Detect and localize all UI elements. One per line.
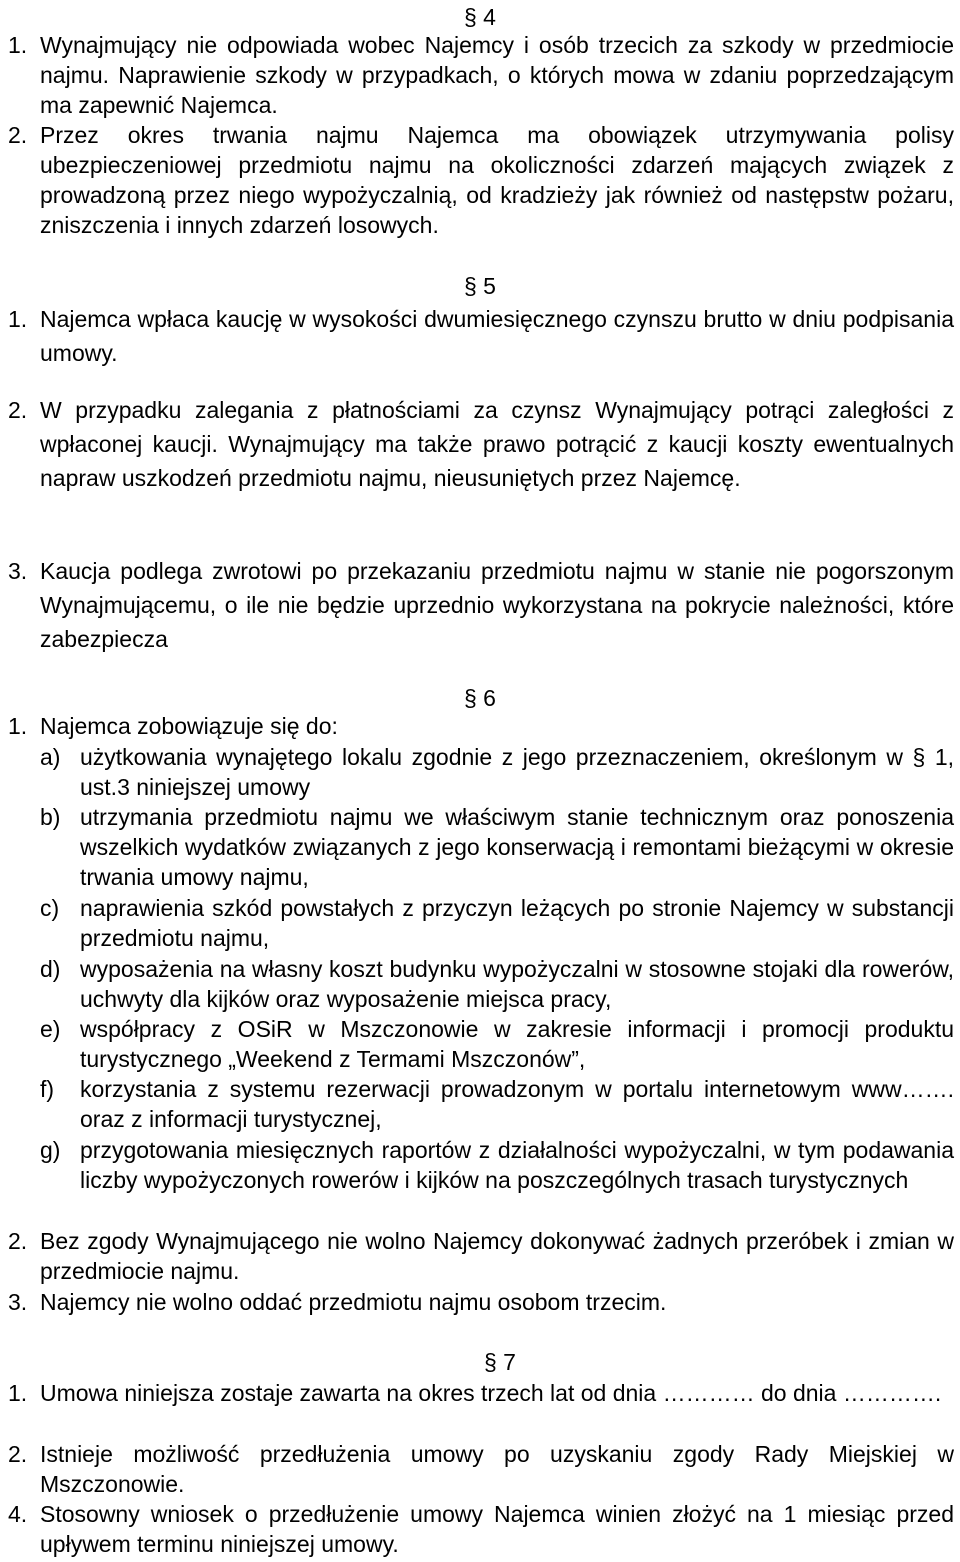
sub-item-a [40, 742, 954, 802]
section-heading-4: § 4 [464, 4, 496, 30]
sub-item-c [40, 893, 954, 953]
sub-text: korzystania z systemu rezerwacji prowadzonym w portalu internetowym www……. oraz z informacji turystycznej, [80, 1076, 954, 1132]
sub-text: użytkowania wynajętego lokalu zgodnie z jego przeznaczeniem, określonym w § 1, ust.3 niniejszej umowy [80, 744, 954, 800]
item-number: 3. [8, 558, 28, 584]
item-text: Przez okres trwania najmu Najemca ma obowiązek utrzymywania polisy ubezpieczeniowej przedmiotu najmu na okoliczności zdarzeń mających związek z prowadzoną przez niego wypożyczalnią, od kradzieży jak również od następstw pożaru, zniszczenia i innych zdarzeń losowych. [40, 122, 954, 238]
sub-text: wyposażenia na własny koszt budynku wypożyczalni w stosowne stojaki dla rowerów, uchwyty dla kijków oraz wyposażenie miejsca pracy, [80, 956, 954, 1012]
sub-item-g [40, 1135, 954, 1195]
list-item [8, 1439, 954, 1499]
list-item [8, 1287, 954, 1317]
sub-letter: g) [40, 1137, 61, 1163]
sub-text: współpracy z OSiR w Mszczonowie w zakresie informacji i promocji produktu turystycznego „Weekend z Termami Mszczonów”, [80, 1016, 954, 1072]
sub-letter: e) [40, 1016, 61, 1042]
item-number: 4. [8, 1501, 28, 1527]
item-number: 1. [8, 713, 28, 739]
item-number: 2. [8, 1228, 28, 1254]
list-item [8, 1226, 954, 1286]
item-text: W przypadku zalegania z płatnościami za czynsz Wynajmujący potrąci zaległości z wpłaconej kaucji. Wynajmujący ma także prawo potrącić z kaucji koszty ewentualnych napraw uszkodzeń przedmiotu najmu, nieusuniętych przez Najemcę. [40, 397, 954, 491]
sub-letter: d) [40, 956, 61, 982]
item-text: Umowa niniejsza zostaje zawarta na okres trzech lat od dnia ………… do dnia …………. [40, 1380, 942, 1406]
item-number: 1. [8, 1380, 28, 1406]
sub-letter: a) [40, 744, 61, 770]
list-item [8, 120, 954, 240]
item-number: 2. [8, 122, 28, 148]
item-text: Bez zgody Wynajmującego nie wolno Najemcy dokonywać żadnych przeróbek i zmian w przedmiocie najmu. [40, 1228, 954, 1284]
list-item [8, 1378, 954, 1408]
item-text: Najemca zobowiązuje się do: [40, 713, 338, 739]
sub-item-f [40, 1074, 954, 1134]
item-number: 2. [8, 1441, 28, 1467]
sub-item-e [40, 1014, 954, 1074]
sub-item-b [40, 802, 954, 892]
sub-text: naprawienia szkód powstałych z przyczyn leżących po stronie Najemcy w substancji przedmiotu najmu, [80, 895, 954, 951]
list-item [8, 711, 954, 741]
list-item [8, 30, 954, 120]
item-number: 2. [8, 397, 28, 423]
sub-text: utrzymania przedmiotu najmu we właściwym stanie technicznym oraz ponoszenia wszelkich wydatków związanych z jego konserwacją i remontami bieżącymi w okresie trwania umowy najmu, [80, 804, 954, 890]
item-number: 1. [8, 306, 28, 332]
item-text: Kaucja podlega zwrotowi po przekazaniu przedmiotu najmu w stanie nie pogorszonym Wynajmującemu, o ile nie będzie uprzednio wykorzystana na pokrycie należności, które zabezpiecza [40, 558, 954, 652]
list-item [8, 1499, 954, 1559]
section-heading-5: § 5 [464, 273, 496, 299]
item-text: Najemca wpłaca kaucję w wysokości dwumiesięcznego czynszu brutto w dniu podpisania umowy. [40, 306, 954, 366]
sub-letter: b) [40, 804, 61, 830]
item-text: Istnieje możliwość przedłużenia umowy po uzyskaniu zgody Rady Miejskiej w Mszczonowie. [40, 1441, 954, 1497]
list-item [8, 302, 954, 370]
list-item [8, 554, 954, 656]
item-text: Wynajmujący nie odpowiada wobec Najemcy i osób trzecich za szkody w przedmiocie najmu. Naprawienie szkody w przypadkach, o których mowa w zdaniu poprzedzającym ma zapewnić Najemca. [40, 32, 954, 118]
section-heading-6: § 6 [464, 685, 496, 711]
item-number: 1. [8, 32, 28, 58]
sub-letter: f) [40, 1076, 55, 1102]
sub-letter: c) [40, 895, 60, 921]
sub-text: przygotowania miesięcznych raportów z działalności wypożyczalni, w tym podawania liczby wypożyczonych rowerów i kijków na poszczególnych trasach turystycznych [80, 1137, 954, 1193]
sub-item-d [40, 954, 954, 1014]
item-text: Stosowny wniosek o przedłużenie umowy Najemca winien złożyć na 1 miesiąc przed upływem terminu niniejszej umowy. [40, 1501, 954, 1557]
section-heading-7: § 7 [484, 1349, 516, 1375]
item-number: 3. [8, 1289, 28, 1315]
item-text: Najemcy nie wolno oddać przedmiotu najmu osobom trzecim. [40, 1289, 667, 1315]
list-item [8, 393, 954, 495]
